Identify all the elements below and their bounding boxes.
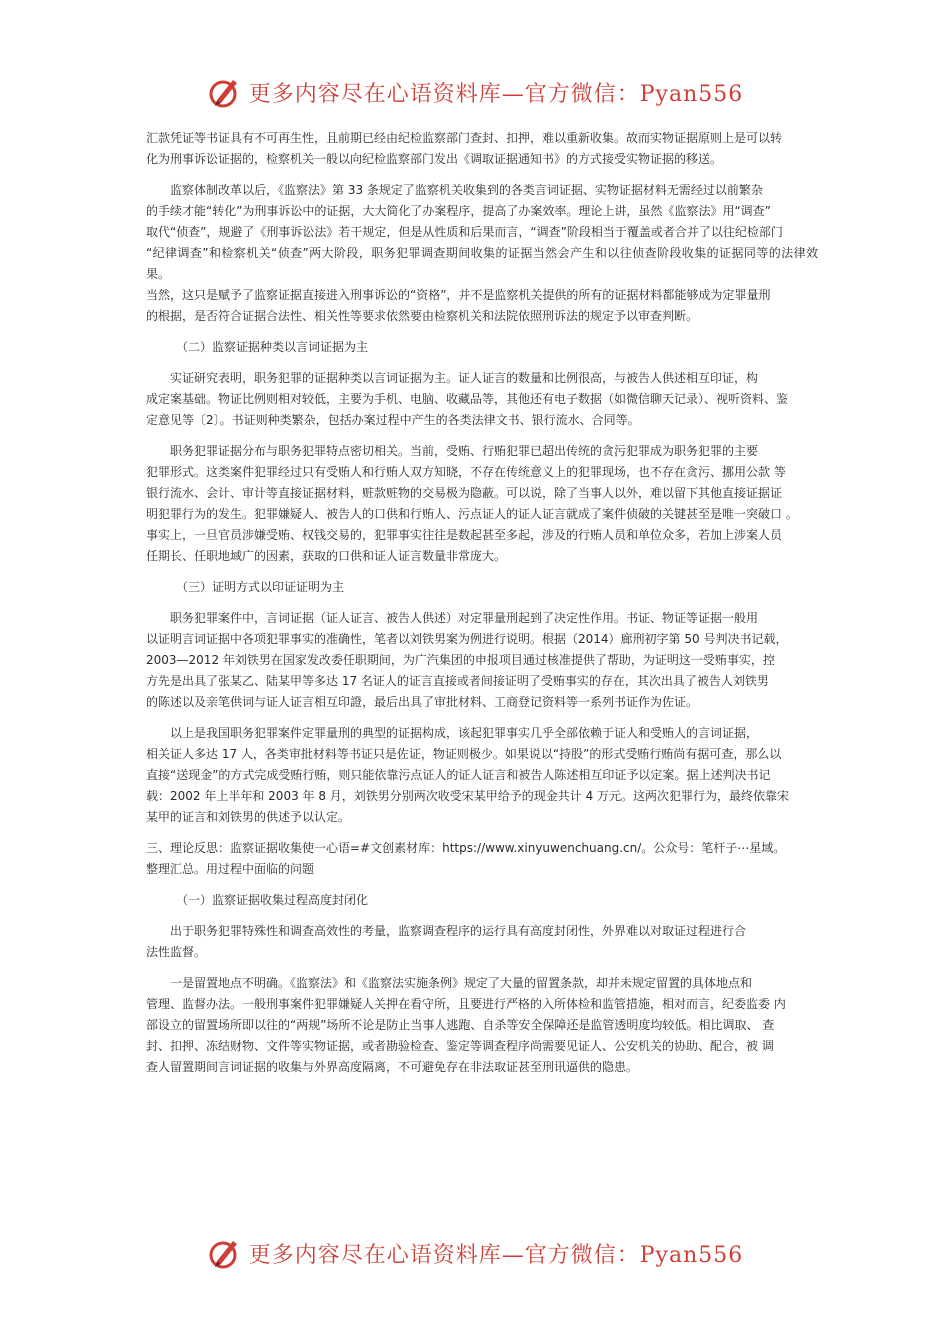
pen-logo-icon — [207, 74, 243, 110]
document-body — [146, 128, 818, 1088]
section-heading: （二）监察证据种类以言词证据为主 — [176, 340, 369, 354]
paragraph: 以上是我国职务犯罪案件定罪量刑的典型的证据构成，该起犯罪事实几乎全部依赖于证人和受贿人的言词证据， 相关证人多达 17 人，各类审批材料等书证只是佐证，物证则极少。如果说以“持股”的形式受贿行贿尚有据可查，那么以 直接“送现金”的方式完成受贿行贿，则只能依靠污点证人的证人证言和被告人陈述相互印证予以定案。据上述判决书记 载：2002 年上半年和 2003 年 8 月，刘铁男分别两次收受宋某甲给予的现金共计 4 万元。这两次犯罪行为，最终依靠宋 某甲的证言和刘铁男的供述予以认定。 — [146, 726, 790, 824]
paragraph: 职务犯罪案件中，言词证据（证人证言、被告人供述）对定罪量刑起到了决定性作用。书证、物证等证据一般用 以证明言词证据中各项犯罪事实的准确性，笔者以刘铁男案为例进行说明。根据（2014）廊刑初字第 50 号判决书记载， 2003—2012 年刘铁男在国家发改委任职期间，为广汽集团的申报项目通过核准提供了帮助，为证明这一受贿事实，控 方先是出具了张某乙、陆某甲等多达 17 名证人的证言直接或者间接证明了受贿事实的存在，其次出具了被告人刘铁男 的陈述以及亲笔供词与证人证言相互印證，最后出具了审批材料、工商登记资料等一系列书证作为佐证。 — [146, 611, 788, 709]
paragraph: 一是留置地点不明确。《监察法》和《监察法实施条例》规定了大量的留置条款，却并未规定留置的具体地点和 管理、监督办法。一般刑事案件犯罪嫌疑人关押在看守所，且要进行严格的入所体检和监管措施，相对而言，纪委监委 内 部设立的留置场所即以往的“两规”场所不论是防止当事人逃跑、自杀等安全保障还是监管透明度均较低。相比调取、 查 封、扣押、冻结财物、文件等实物证据，或者勘验检查、鉴定等调查程序尚需要见证人、公安机关的协助、配合，被 调 查人留置期间言词证据的收集与外界高度隔离，不可避免存在非法取证甚至刑讯逼供的隐患。 — [146, 976, 786, 1074]
banner-text: 更多内容尽在心语资料库—官方微信：Pyan556 — [248, 81, 744, 107]
footer-banner — [0, 1233, 950, 1273]
paragraph: 实证研究表明，职务犯罪的证据种类以言词证据为主。证人证言的数量和比例很高，与被告人供述相互印证，构 成定案基础。物证比例则相对较低，主要为手机、电脑、收藏品等，其他还有电子数据（如微信聊天记录）、视听资料、鉴 定意见等〔2〕。书证则种类繁杂，包括办案过程中产生的各类法律文书、银行流水、合同等。 — [146, 371, 789, 427]
section-heading: （三）证明方式以印证证明为主 — [176, 580, 345, 594]
header-banner — [0, 72, 950, 112]
paragraph: 职务犯罪证据分布与职务犯罪特点密切相关。当前，受贿、行贿犯罪已超出传统的贪污犯罪成为职务犯罪的主要 犯罪形式。这类案件犯罪经过只有受贿人和行贿人双方知晓，不存在传统意义上的犯罪现场，也不存在贪污、挪用公款 等 银行流水、会计、审计等直接证据材料，赃款赃物的交易极为隐蔽。可以说，除了当事人以外，难以留下其他直接证据证 明犯罪行为的发生。犯罪嫌疑人、被告人的口供和行贿人、污点证人的证人证言就成了案件侦破的关键甚至是唯一突破口 。 事实上，一旦官员涉嫌受贿、权钱交易的，犯罪事实往往是数起甚至多起，涉及的行贿人员和单位众多，若加上涉案人员 任期长、任职地域广的因素，获取的口供和证人证言数量非常庞大。 — [146, 444, 798, 563]
paragraph: 汇款凭证等书证具有不可再生性，且前期已经由纪检监察部门查封、扣押，难以重新收集。故而实物证据原则上是可以转 化为刑事诉讼证据的，检察机关一般以向纪检监察部门发出《调取证据通知书》的方式接受实物证据的移送。 — [146, 131, 783, 166]
section-heading: （一）监察证据收集过程高度封闭化 — [176, 893, 369, 907]
chapter-heading: 三、理论反思：监察证据收集使一心语=#文创素材库：https://www.xinyuwenchuang.cn/。公众号：笔杆子⋯星域。 整理汇总。用过程中面临的问题 — [146, 841, 786, 876]
paragraph: 监察体制改革以后，《监察法》第 33 条规定了监察机关收集到的各类言词证据、实物证据材料无需经过以前繁杂 的手续才能“转化”为刑事诉讼中的证据，大大简化了办案程序，提高了办案效率。理论上讲，虽然《监察法》用“调查” 取代“侦查”，规避了《刑事诉讼法》若干规定，但是从性质和后果而言，“调查”阶段相当于覆盖或者合并了以往纪检部门 “纪律调查”和检察机关“侦查”两大阶段，职务犯罪调查期间收集的证据当然会产生和以往侦查阶段收集的证据同等的法律效果。 当然，这只是赋予了监察证据直接进入刑事诉讼的“资格”，并不是监察机关提供的所有的证据材料都能够成为定罪量刑 的根据，是否符合证据合法性、相关性等要求依然要由检察机关和法院依照刑诉法的规定予以审查判断。 — [146, 183, 818, 323]
banner-text: 更多内容尽在心语资料库—官方微信：Pyan556 — [248, 1242, 744, 1268]
paragraph: 出于职务犯罪特殊性和调查高效性的考量，监察调查程序的运行具有高度封闭性，外界难以对取证过程进行合 法性监督。 — [146, 924, 747, 959]
pen-logo-icon — [207, 1235, 243, 1271]
